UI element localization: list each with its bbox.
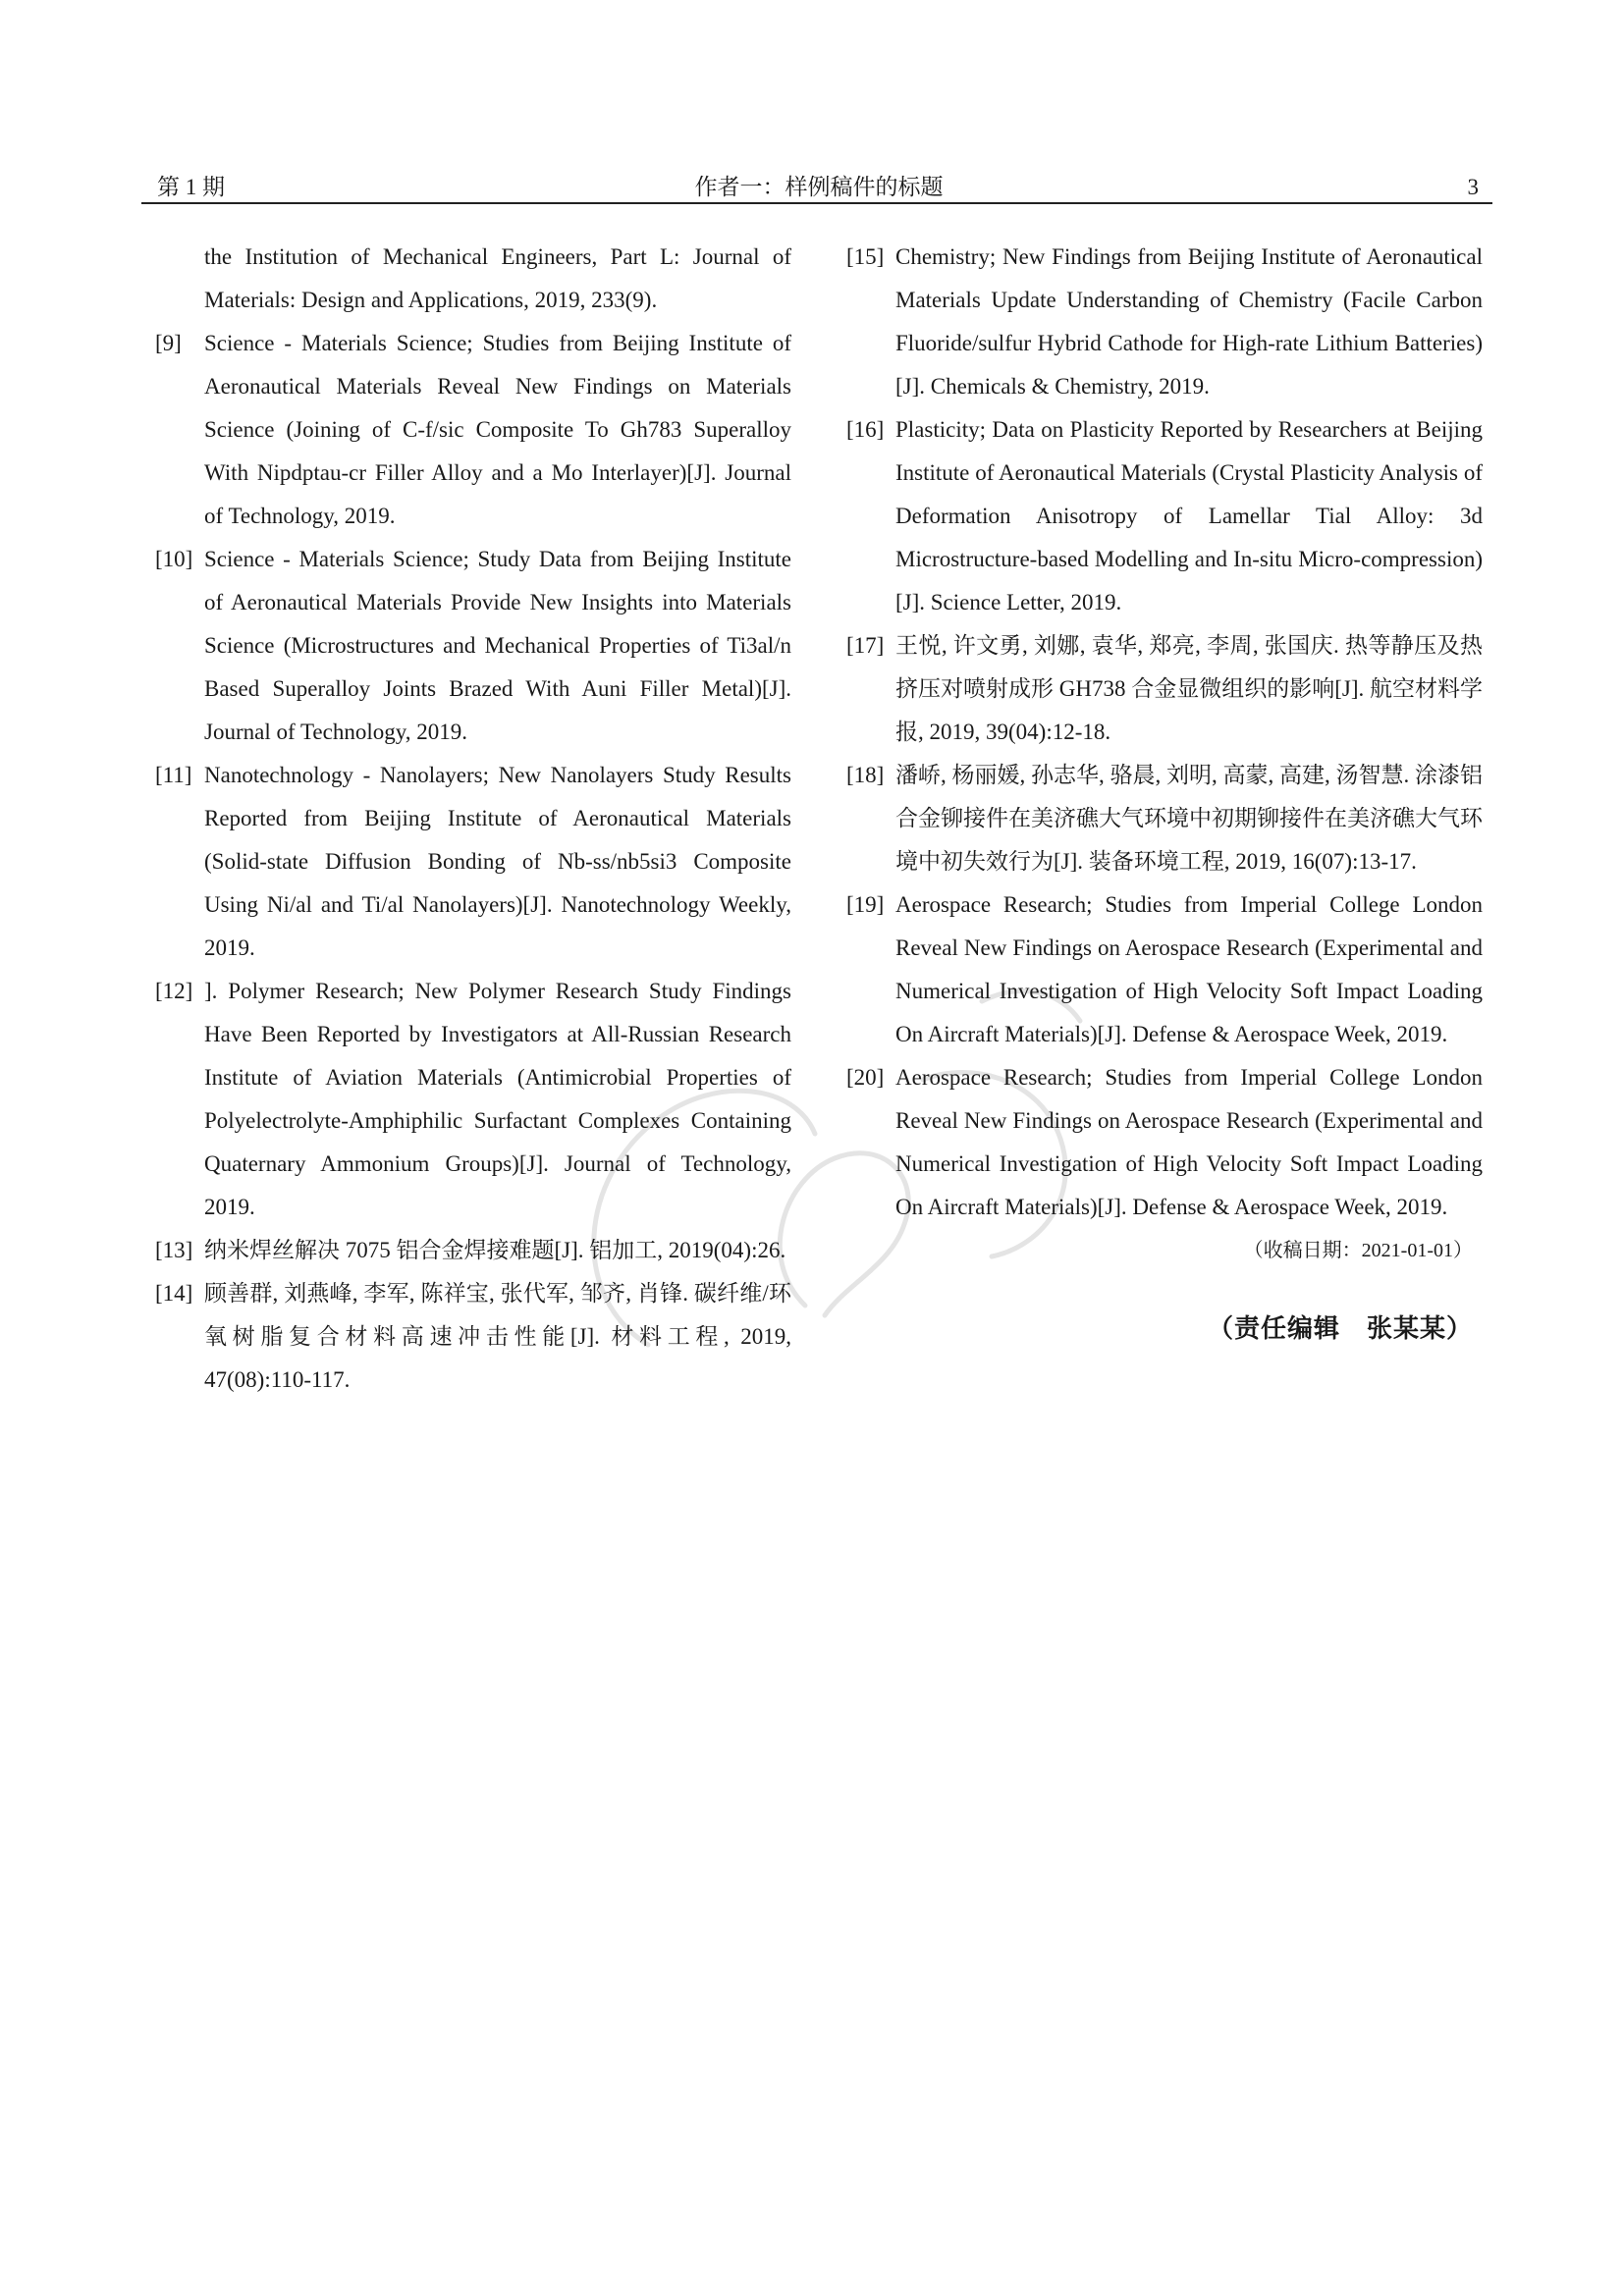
reference-column-left [155, 236, 791, 1402]
reference-item [846, 883, 1483, 1056]
reference-number: [13] [155, 1238, 193, 1262]
reference-number: [16] [846, 417, 885, 442]
reference-text: 潘峤, 杨丽媛, 孙志华, 骆晨, 刘明, 高蒙, 高建, 汤智慧. 涂漆铝合金铆接件在美济礁大气环境中初期铆接件在美济礁大气环境中初失效行为[J]. 装备环境工程, 2019, 16(07):13-17. [895, 763, 1483, 874]
reference-item [155, 236, 791, 322]
reference-text: ]. Polymer Research; New Polymer Research Study Findings Have Been Reported by Investigators at All-Russian Research Institute of Aviation Materials (Antimicrobial Properties of Polyelectrolyte-Amphiphilic Surfactant Complexes Containing Quaternary Ammonium Groups)[J]. Journal of Technology, 2019. [204, 979, 791, 1219]
reference-text: Plasticity; Data on Plasticity Reported by Researchers at Beijing Institute of Aeronautical Materials (Crystal Plasticity Analysis of Deformation Anisotropy of Lamellar Tial Alloy: 3d Microstructure-based Modelling and In-situ Micro-compression)[J]. Science Letter, 2019. [895, 417, 1483, 614]
issue-label: 第 1 期 [157, 175, 225, 199]
page-number: 3 [1467, 175, 1479, 199]
received-date: （收稿日期：2021-01-01） [1243, 1240, 1473, 1261]
header-rule [141, 202, 1492, 204]
reference-number: [18] [846, 763, 885, 787]
reference-item [155, 538, 791, 754]
reference-text: Chemistry; New Findings from Beijing Institute of Aeronautical Materials Update Understanding of Chemistry (Facile Carbon Fluoride/sulfur Hybrid Cathode for High-rate Lithium Batteries)[J]. Chemicals & Chemistry, 2019. [895, 244, 1483, 399]
reference-text: Science - Materials Science; Study Data from Beijing Institute of Aeronautical Materials Provide New Insights into Materials Science (Microstructures and Mechanical Properties of Ti3al/n Based Superalloy Joints Brazed With Auni Filler Metal)[J]. Journal of Technology, 2019. [204, 547, 791, 744]
reference-item [846, 754, 1483, 883]
article-title: 作者一：样例稿件的标题 [694, 175, 944, 199]
reference-item [846, 408, 1483, 624]
reference-number: [14] [155, 1281, 193, 1306]
reference-text: Aerospace Research; Studies from Imperial College London Reveal New Findings on Aerospace Research (Experimental and Numerical Investigation of High Velocity Soft Impact Loading On Aircraft Materials)[J]. Defense & Aerospace Week, 2019. [895, 892, 1483, 1046]
reference-item [846, 236, 1483, 408]
responsible-editor: （责任编辑 张某某） [1207, 1314, 1473, 1343]
reference-number: [17] [846, 633, 885, 658]
reference-text: 顾善群, 刘燕峰, 李军, 陈祥宝, 张代军, 邹齐, 肖锋. 碳纤维/环氧树脂复合材料高速冲击性能[J]. 材料工程, 2019, 47(08):110-117. [204, 1281, 791, 1392]
reference-text: Nanotechnology - Nanolayers; New Nanolayers Study Results Reported from Beijing Institute of Aeronautical Materials (Solid-state Diffusion Bonding of Nb-ss/nb5si3 Composite Using Ni/al and Ti/al Nanolayers)[J]. Nanotechnology Weekly, 2019. [204, 763, 791, 960]
reference-number: [15] [846, 244, 885, 269]
reference-item [155, 754, 791, 970]
reference-number: [12] [155, 979, 193, 1003]
reference-text: 纳米焊丝解决 7075 铝合金焊接难题[J]. 铝加工, 2019(04):26. [204, 1238, 786, 1262]
running-header [149, 171, 1489, 204]
reference-item [155, 970, 791, 1229]
reference-item [155, 1229, 791, 1272]
reference-number: [20] [846, 1065, 885, 1090]
reference-text: Aerospace Research; Studies from Imperial College London Reveal New Findings on Aerospace Research (Experimental and Numerical Investigation of High Velocity Soft Impact Loading On Aircraft Materials)[J]. Defense & Aerospace Week, 2019. [895, 1065, 1483, 1219]
reference-number: [19] [846, 892, 885, 917]
reference-number: [10] [155, 547, 193, 571]
reference-column-right [846, 236, 1483, 1349]
reference-item [155, 1272, 791, 1402]
reference-text: the Institution of Mechanical Engineers, Part L: Journal of Materials: Design and Applications, 2019, 233(9). [204, 244, 791, 312]
reference-item [846, 624, 1483, 754]
reference-number: [9] [155, 331, 182, 355]
reference-item [846, 1056, 1483, 1229]
reference-item [155, 322, 791, 538]
reference-text: Science - Materials Science; Studies from Beijing Institute of Aeronautical Materials Reveal New Findings on Materials Science (Joining of C-f/sic Composite To Gh783 Superalloy With Nipdptau-cr Filler Alloy and a Mo Interlayer)[J]. Journal of Technology, 2019. [204, 331, 791, 528]
reference-text: 王悦, 许文勇, 刘娜, 袁华, 郑亮, 李周, 张国庆. 热等静压及热挤压对喷射成形 GH738 合金显微组织的影响[J]. 航空材料学报, 2019, 39(04):12-18. [895, 633, 1483, 744]
reference-number: [11] [155, 763, 192, 787]
